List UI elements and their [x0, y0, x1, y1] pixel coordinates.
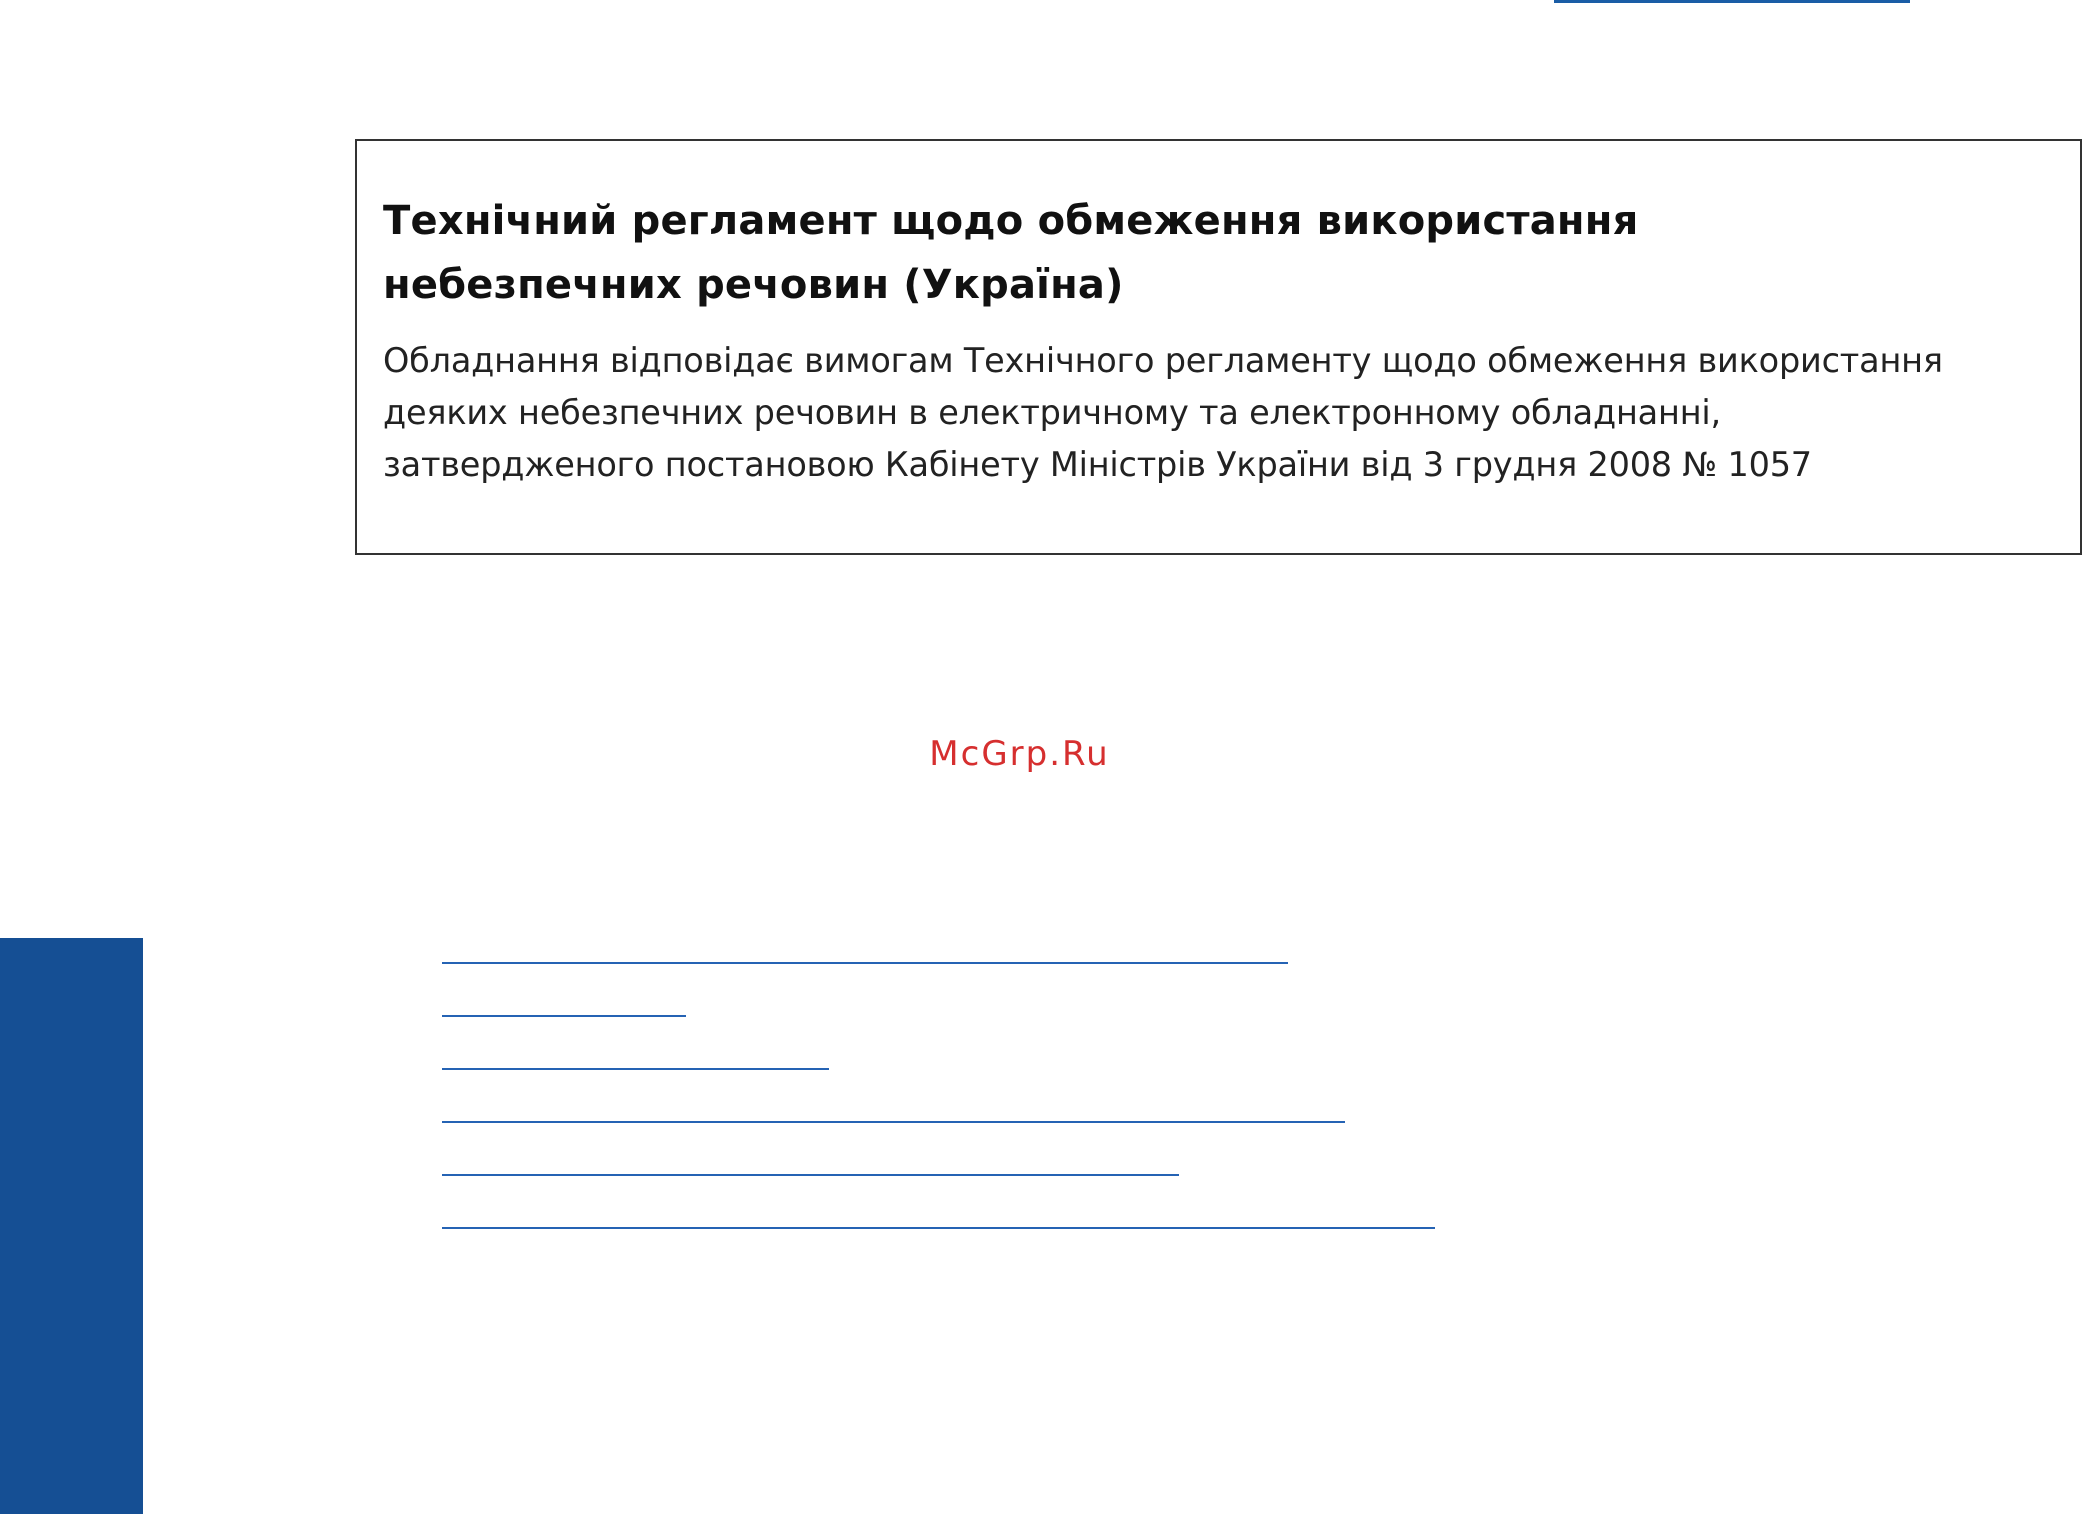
notice-body	[383, 335, 2083, 491]
notice-body-line-3: затвердженого постановою Кабінету Міністрів України від 3 грудня 2008 № 1057	[383, 445, 1812, 484]
link-list	[442, 962, 1442, 1242]
link-underline-4[interactable]	[442, 1121, 1345, 1123]
notice-title	[383, 189, 2063, 317]
link-underline-3[interactable]	[442, 1068, 829, 1070]
notice-body-line-2: деяких небезпечних речовин в електричному та електронному обладнанні,	[383, 393, 1721, 432]
notice-title-line-2: небезпечних речовин (Україна)	[383, 262, 1124, 308]
top-link-underline[interactable]	[1554, 0, 1910, 3]
regulation-notice-box	[355, 139, 2082, 555]
watermark-text: McGrp.Ru	[929, 734, 1110, 774]
notice-body-line-1: Обладнання відповідає вимогам Технічного регламенту щодо обмеження використання	[383, 341, 1943, 380]
chapter-side-tab	[0, 938, 143, 1514]
link-underline-6[interactable]	[442, 1227, 1435, 1229]
notice-title-line-1: Технічний регламент щодо обмеження використання	[383, 198, 1639, 244]
link-underline-1[interactable]	[442, 962, 1288, 964]
link-underline-5[interactable]	[442, 1174, 1179, 1176]
link-underline-2[interactable]	[442, 1015, 686, 1017]
watermark	[0, 734, 2087, 774]
